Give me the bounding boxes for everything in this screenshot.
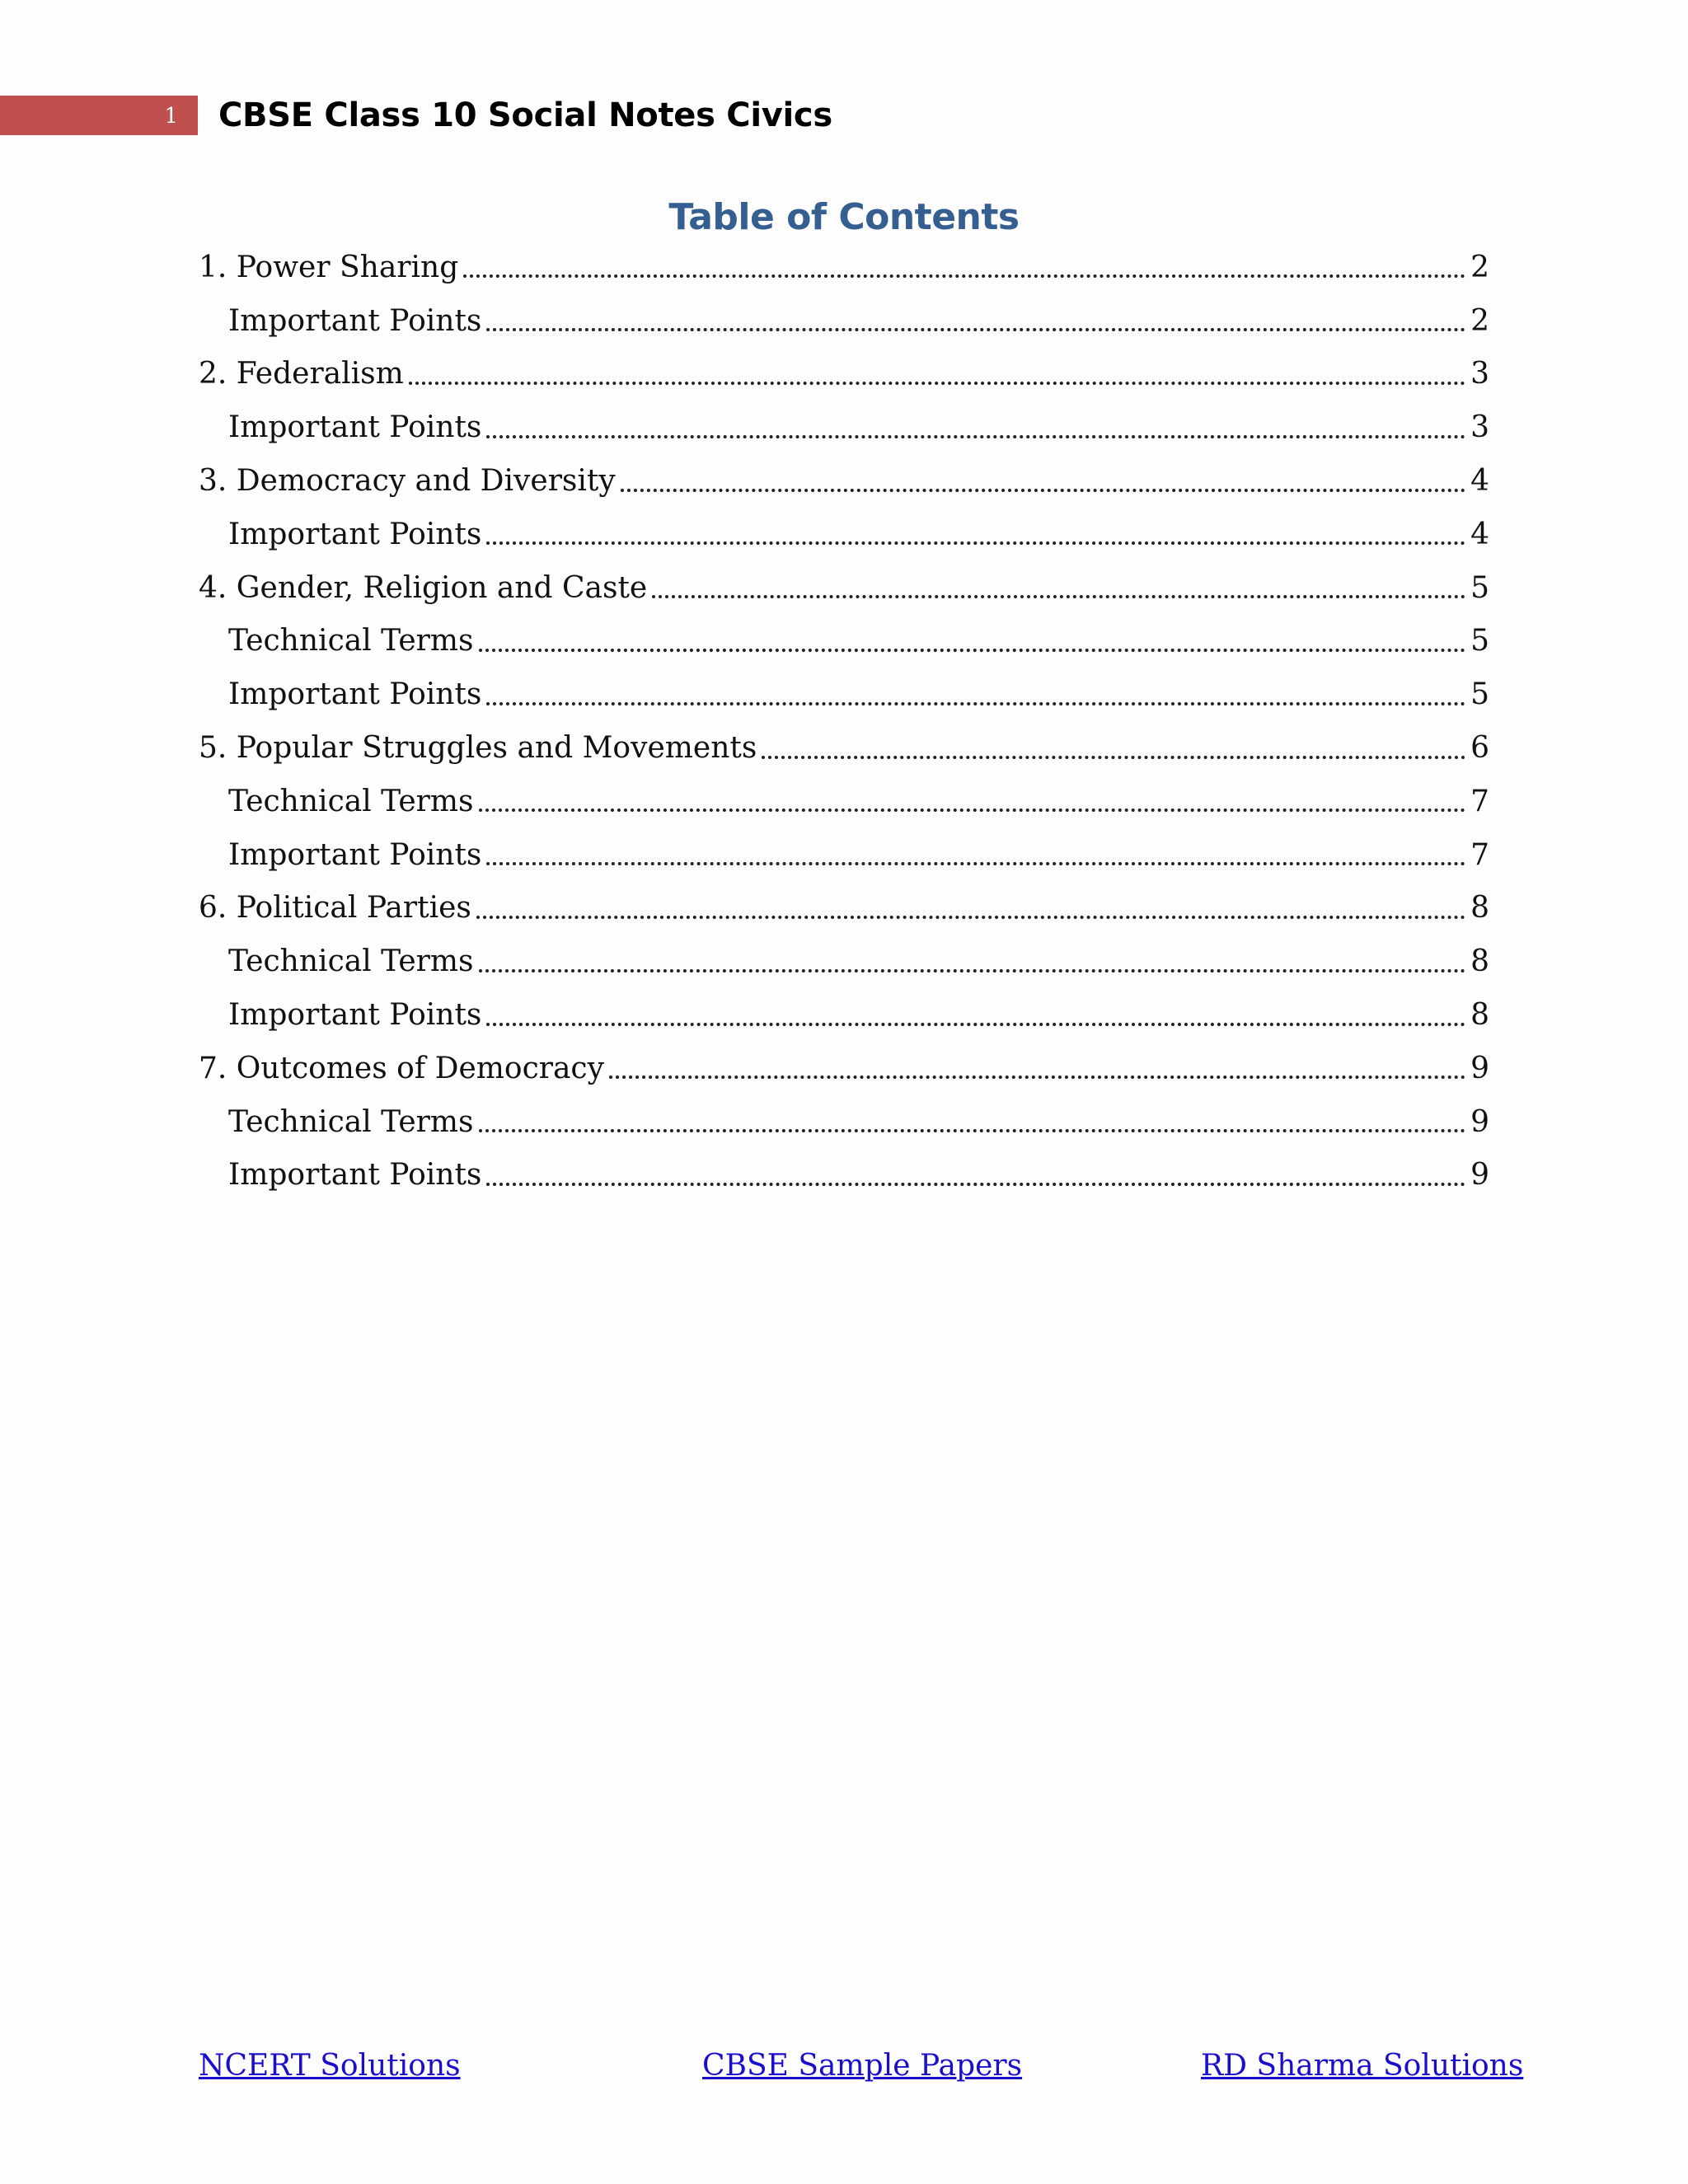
toc-entry-label: Important Points	[228, 837, 482, 872]
toc-entry-label: Important Points	[228, 410, 482, 445]
toc-entry-page-number: 3	[1470, 357, 1489, 391]
toc-entry-page-number: 7	[1470, 784, 1489, 818]
toc-entry-page-number: 3	[1470, 410, 1489, 445]
toc-entry-page-number: 9	[1470, 1104, 1489, 1139]
toc-entry[interactable]	[199, 615, 1489, 668]
toc-dot-leader	[652, 595, 1465, 598]
toc-entry[interactable]	[199, 1042, 1489, 1095]
toc-entry-label: 3. Democracy and Diversity	[199, 464, 616, 499]
toc-entry-page-number: 8	[1470, 891, 1489, 926]
toc-dot-leader	[409, 382, 1465, 385]
toc-dot-leader	[479, 649, 1466, 652]
toc-entry[interactable]	[199, 348, 1489, 401]
toc-dot-leader	[486, 862, 1465, 865]
toc-entry-label: Technical Terms	[228, 784, 474, 818]
toc-dot-leader	[762, 756, 1465, 759]
toc-dot-leader	[476, 916, 1465, 919]
toc-dot-leader	[463, 274, 1465, 278]
rd-sharma-solutions-link[interactable]: RD Sharma Solutions	[1201, 2049, 1524, 2083]
toc-entry[interactable]	[199, 721, 1489, 775]
toc-entry-label: Important Points	[228, 677, 482, 712]
table-of-contents	[199, 241, 1489, 1202]
toc-entry[interactable]	[199, 882, 1489, 935]
toc-entry[interactable]	[199, 294, 1489, 348]
toc-entry-page-number: 7	[1470, 837, 1489, 872]
toc-entry-page-number: 4	[1470, 464, 1489, 499]
toc-dot-leader	[486, 1023, 1465, 1026]
toc-dot-leader	[486, 702, 1465, 705]
toc-dot-leader	[486, 435, 1465, 438]
toc-entry[interactable]	[199, 988, 1489, 1042]
toc-entry[interactable]	[199, 668, 1489, 721]
toc-entry[interactable]	[199, 241, 1489, 294]
cbse-sample-papers-link[interactable]: CBSE Sample Papers	[702, 2049, 1023, 2083]
toc-entry-label: Technical Terms	[228, 1104, 474, 1139]
toc-entry[interactable]	[199, 508, 1489, 561]
toc-entry-page-number: 2	[1470, 250, 1489, 284]
toc-dot-leader	[621, 489, 1465, 492]
toc-entry-page-number: 5	[1470, 677, 1489, 712]
toc-entry[interactable]	[199, 561, 1489, 615]
toc-entry-label: Important Points	[228, 303, 482, 338]
toc-entry[interactable]	[199, 775, 1489, 828]
ncert-solutions-link[interactable]: NCERT Solutions	[199, 2049, 461, 2083]
toc-entry-page-number: 2	[1470, 303, 1489, 338]
toc-entry[interactable]	[199, 828, 1489, 882]
toc-entry-label: Important Points	[228, 998, 482, 1033]
toc-entry-page-number: 4	[1470, 517, 1489, 551]
toc-entry-label: 5. Popular Struggles and Movements	[199, 731, 757, 766]
toc-entry-page-number: 6	[1470, 731, 1489, 766]
page-number-bar	[0, 96, 198, 135]
toc-entry-label: Technical Terms	[228, 944, 474, 979]
toc-dot-leader	[609, 1076, 1465, 1079]
toc-entry-label: Technical Terms	[228, 624, 474, 658]
toc-dot-leader	[486, 541, 1465, 545]
toc-entry-label: Important Points	[228, 1158, 482, 1193]
page-number: 1	[164, 104, 178, 129]
toc-entry[interactable]	[199, 1095, 1489, 1149]
toc-entry-label: 1. Power Sharing	[199, 250, 459, 284]
toc-entry-page-number: 5	[1470, 624, 1489, 658]
toc-dot-leader	[479, 969, 1466, 972]
toc-entry-label: 6. Political Parties	[199, 891, 471, 926]
toc-entry-page-number: 5	[1470, 570, 1489, 605]
toc-entry-label: 4. Gender, Religion and Caste	[199, 570, 648, 605]
toc-entry-label: Important Points	[228, 517, 482, 551]
toc-dot-leader	[486, 1183, 1465, 1186]
toc-entry-page-number: 9	[1470, 1051, 1489, 1085]
toc-entry[interactable]	[199, 401, 1489, 454]
toc-dot-leader	[486, 328, 1465, 331]
toc-title: Table of Contents	[668, 196, 1020, 238]
toc-dot-leader	[479, 1129, 1466, 1132]
toc-entry-label: 2. Federalism	[199, 357, 404, 391]
toc-dot-leader	[479, 808, 1466, 812]
toc-entry-page-number: 8	[1470, 944, 1489, 979]
toc-entry[interactable]	[199, 454, 1489, 508]
document-header-title: CBSE Class 10 Social Notes Civics	[218, 96, 832, 134]
toc-entry-page-number: 8	[1470, 998, 1489, 1033]
toc-entry[interactable]	[199, 935, 1489, 988]
toc-entry-label: 7. Outcomes of Democracy	[199, 1051, 604, 1085]
toc-entry-page-number: 9	[1470, 1158, 1489, 1193]
toc-entry[interactable]	[199, 1149, 1489, 1202]
